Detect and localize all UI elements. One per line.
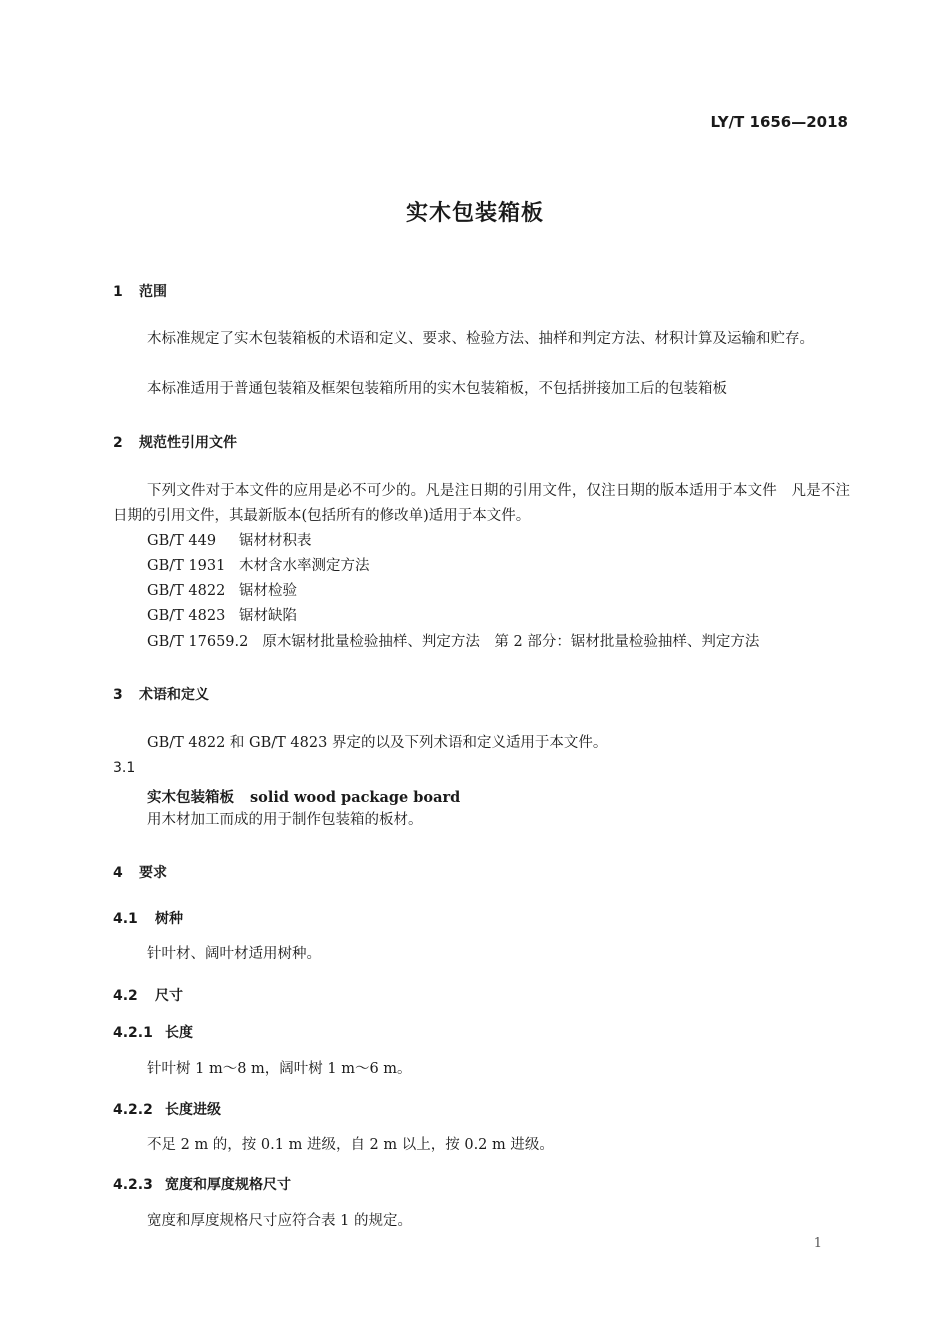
section-number: 1 bbox=[113, 284, 123, 300]
document-title: 实木包装箱板 bbox=[405, 201, 544, 226]
reference-title: 原木锯材批量检验抽样、判定方法 第 2 部分：锯材批量检验抽样、判定方法 bbox=[262, 634, 760, 650]
section-4-2-1-heading bbox=[113, 1022, 193, 1042]
section-title: 长度进级 bbox=[165, 1102, 221, 1118]
section-4-2-2-heading bbox=[113, 1099, 221, 1119]
reference-title: 锯材材积表 bbox=[239, 533, 312, 549]
reference-title: 木材含水率测定方法 bbox=[239, 558, 370, 574]
term-definition: 用木材加工而成的用于制作包装箱的板材。 bbox=[147, 812, 423, 828]
terms-intro: GB/T 4822 和 GB/T 4823 界定的以及下列术语和定义适用于本文件。 bbox=[147, 735, 608, 751]
term-english: solid wood package board bbox=[250, 789, 461, 806]
reference-code: GB/T 4822 bbox=[147, 583, 226, 599]
section-title: 范围 bbox=[139, 284, 167, 300]
page-number: 1 bbox=[813, 1236, 822, 1251]
width-thickness-text: 宽度和厚度规格尺寸应符合表 1 的规定。 bbox=[147, 1213, 412, 1229]
section-title: 树种 bbox=[155, 911, 183, 927]
reference-code: GB/T 4823 bbox=[147, 608, 226, 624]
reference-code: GB/T 1931 bbox=[147, 558, 226, 574]
section-title: 长度 bbox=[165, 1025, 193, 1041]
reference-item bbox=[147, 604, 297, 629]
reference-code: GB/T 17659.2 bbox=[147, 634, 249, 650]
tree-species-text: 针叶材、阔叶材适用树种。 bbox=[147, 946, 321, 962]
reference-item bbox=[147, 579, 297, 604]
section-title: 宽度和厚度规格尺寸 bbox=[165, 1177, 291, 1193]
reference-item bbox=[147, 554, 370, 579]
section-title: 尺寸 bbox=[155, 988, 183, 1004]
section-1-heading bbox=[113, 281, 167, 301]
section-number: 4.2.3 bbox=[113, 1177, 153, 1193]
section-number: 4.2 bbox=[113, 988, 138, 1004]
term-entry bbox=[147, 786, 460, 807]
scope-paragraph-2: 本标准适用于普通包装箱及框架包装箱所用的实木包装箱板，不包括拼接加工后的包装箱板 bbox=[147, 381, 727, 397]
section-number: 4 bbox=[113, 865, 123, 881]
reference-item bbox=[147, 630, 759, 655]
section-number: 4.2.1 bbox=[113, 1025, 153, 1041]
standard-number: LY/T 1656—2018 bbox=[710, 113, 848, 131]
section-number: 4.2.2 bbox=[113, 1102, 153, 1118]
section-title: 规范性引用文件 bbox=[139, 435, 237, 451]
term-number: 3.1 bbox=[113, 760, 136, 776]
section-number: 3 bbox=[113, 687, 123, 703]
term-chinese: 实木包装箱板 bbox=[147, 790, 234, 806]
scope-paragraph-1: 木标准规定了实木包装箱板的术语和定义、要求、检验方法、抽样和判定方法、材积计算及运输和贮存。 bbox=[147, 331, 814, 347]
section-2-heading bbox=[113, 432, 237, 452]
section-4-2-3-heading bbox=[113, 1174, 291, 1194]
section-number: 4.1 bbox=[113, 911, 138, 927]
normative-references-intro: 下列文件对于本文件的应用是必不可少的。凡是注日期的引用文件，仅注日期的版本适用于本文件 凡是不注日期的引用文件，其最新版本(包括所有的修改单)适用于本文件。 bbox=[113, 483, 850, 524]
reference-title: 锯材检验 bbox=[239, 583, 297, 599]
section-4-heading bbox=[113, 862, 167, 882]
section-4-1-heading bbox=[113, 908, 183, 928]
length-grading-text: 不足 2 m 的，按 0.1 m 进级，自 2 m 以上，按 0.2 m 进级。 bbox=[147, 1137, 554, 1153]
section-number: 2 bbox=[113, 435, 123, 451]
reference-item bbox=[147, 529, 312, 554]
length-text: 针叶树 1 m～8 m，阔叶树 1 m～6 m。 bbox=[147, 1061, 412, 1077]
section-3-heading bbox=[113, 684, 209, 704]
reference-code: GB/T 449 bbox=[147, 533, 217, 549]
section-4-2-heading bbox=[113, 985, 183, 1005]
reference-title: 锯材缺陷 bbox=[239, 608, 297, 624]
section-title: 要求 bbox=[139, 865, 167, 881]
section-title: 术语和定义 bbox=[139, 687, 209, 703]
